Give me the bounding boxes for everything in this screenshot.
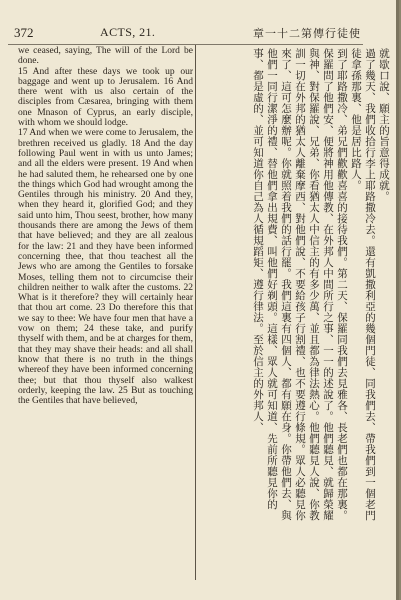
page-header <box>8 22 363 45</box>
column-divider <box>195 45 196 580</box>
english-running-head: ACTS, 21. <box>100 25 156 39</box>
english-paragraph: we ceased, saying, The will of the Lord be done. <box>18 46 193 67</box>
chinese-paragraph: 到了耶路撒冷、弟兄們歡歡喜喜的接待我們。第二天、保羅同我們去見雅各、長老們也都在那裏。保羅問了他們安、便將神用他傳教、在外邦人中間所行之事、一一的述說了。他們聽見、就歸榮耀與神、對保羅說、兄弟、你看猶太人中信主的有多少萬、並且都為律法熱心。他們聽見人說、你教訓一切在外邦的猶太人離棄摩西、對他們說、不要給孩子行割禮、也不要遵行條規。眾人必聽見你來了、這可怎麼辦呢。你就照着我們的話行罷。我們這裏有四個人、都有願在身。你帶他們去、與他們一同行潔淨的禮、替他們拿出規費、叫他們好剃頭。這樣、眾人就可知道、先前所聽見你的事、都是虛的、並可知道你自己為人循規蹈矩、遵行律法。至於信主的外邦人、 <box>252 48 348 521</box>
english-paragraph: 15 And after these days we took up our baggage and went up to Jerusalem. 16 And there went with us also certain of the disciples from Cæsarea, bringing with them one Mnason of Cyprus, an early disciple, with whom we should lodge. <box>18 66 193 129</box>
chinese-running-head: 章一十二第傳行徒使 <box>253 27 361 40</box>
english-text-column <box>18 46 193 576</box>
english-paragraph: 17 And when we were come to Jerusalem, the brethren received us gladly. 18 And the day following Paul went in with us unto James; and all the elders were present. 19 And when he had saluted them, he rehearsed one by one the things which God had wrought among the Gentiles through his ministry. 20 And they, when they heard it, glorified God; and they said unto him, Thou seest, brother, how many thousands there are among the Jews of them that have believed; and they are all zealous for the law: 21 and they have been informed concerning thee, that thou teachest all the Jews who are among the Gentiles to forsake Moses, telling them not to circumcise their children neither to walk after the customs. 22 What is it therefore? they will certainly hear that thou art come. 23 Do therefore this that we say to thee: We have four men that have a vow on them; 24 these take, and purify thyself with them, and be at charges for them, that they may shave their heads: and all shall know that there is no truth in the things whereof they have been informed concerning thee; but that thou thyself also walkest orderly, keeping the law. 25 But as touching the Gentiles that have believed, <box>18 128 193 407</box>
page-number: 372 <box>14 25 34 40</box>
chinese-paragraph: 過了幾天、我們收拾行李上耶路撒冷去。還有凱撒利亞的幾個門徒、同我們去、帶我們到一個老門徒拿孫那裏、他是居比路人。 <box>350 48 376 521</box>
chinese-paragraph: 就歇口說、願主的旨意得成就。 <box>378 48 390 202</box>
page-binding-edge <box>396 0 399 600</box>
chinese-text-column <box>213 48 391 528</box>
